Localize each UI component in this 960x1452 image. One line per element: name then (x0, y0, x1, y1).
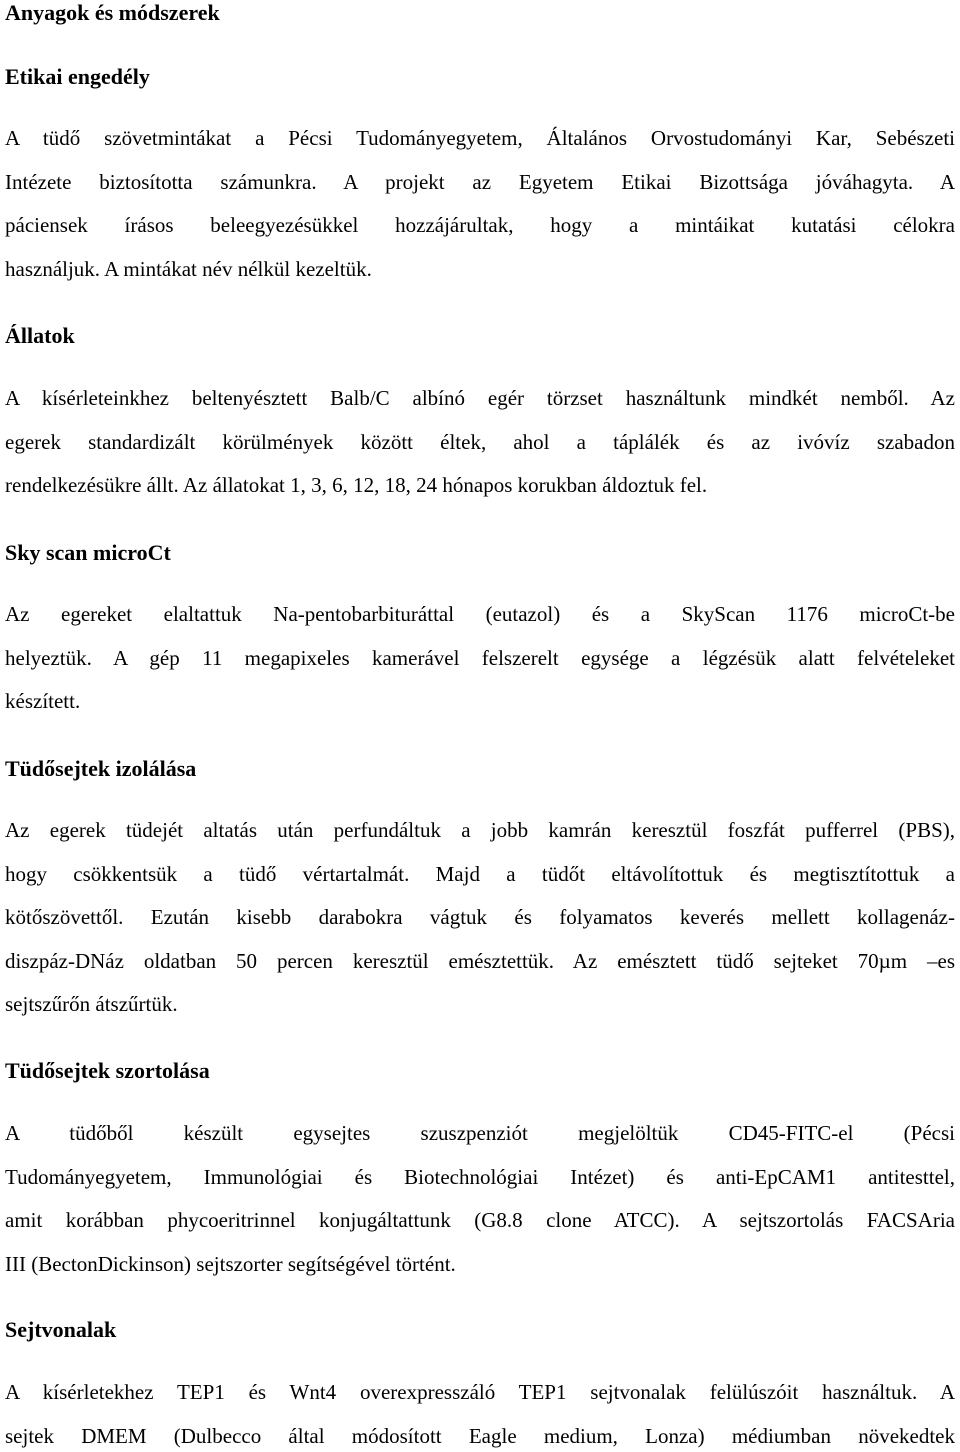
text-line: amit korábban phycoeritrinnel konjugáltattunk (G8.8 clone ATCC). A sejtszortolás FACSAria (5, 1208, 955, 1232)
text-line: egerek standardizált körülmények között éltek, ahol a táplálék és az ivóvíz szabadon (5, 429, 955, 454)
section-heading-lung-cell-isolation: Tüdősejtek izolálása (5, 756, 197, 781)
text-line: használjuk. A mintákat név nélkül kezeltük. (5, 256, 372, 281)
text-line: diszpáz-DNáz oldatban 50 percen keresztül emésztettük. Az emésztett tüdő sejteket 70µm –es (5, 948, 955, 973)
section-heading-ethics: Etikai engedély (5, 64, 150, 89)
paragraph-cell-lines (5, 1371, 955, 1452)
text-line: sejtszűrőn átszűrtük. (5, 992, 178, 1016)
text-line: A tüdőből készült egysejtes szuszpenziót megjelöltük CD45-FITC-el (Pécsi (5, 1121, 955, 1145)
text-line: sejtek DMEM (Dulbecco által módosított Eagle medium, Lonza) médiumban növekedtek (5, 1423, 955, 1448)
text-line: páciensek írásos beleegyezésükkel hozzájárultak, hogy a mintáikat kutatási célokra (5, 213, 955, 237)
text-line: hogy csökkentsük a tüdő vértartalmát. Majd a tüdőt eltávolítottuk és megtisztítottuk a (5, 861, 955, 886)
text-line: Az egereket elaltattuk Na-pentobarbituráttal (eutazol) és a SkyScan 1176 microCt-be (5, 602, 955, 626)
text-line: A kísérletekhez TEP1 és Wnt4 overexpresszáló TEP1 sejtvonalak felülúszóit használtuk. A (5, 1380, 955, 1404)
paragraph-lung-cell-isolation (5, 809, 955, 1027)
section-heading-cell-lines: Sejtvonalak (5, 1317, 117, 1342)
text-line: készített. (5, 689, 81, 713)
section-heading-animals: Állatok (5, 323, 75, 348)
paragraph-ethics (5, 117, 955, 291)
text-line: Tudományegyetem, Immunológiai és Biotechnológiai Intézet) és anti-EpCAM1 antitesttel, (5, 1164, 955, 1189)
text-line: III (BectonDickinson) sejtszorter segítségével történt. (5, 1251, 456, 1276)
text-line: A tüdő szövetmintákat a Pécsi Tudományegyetem, Általános Orvostudományi Kar, Sebészeti (5, 126, 955, 150)
text-line: Az egerek tüdejét altatás után perfundáltuk a jobb kamrán keresztül foszfát pufferrel (PBS), (5, 818, 955, 842)
text-line: Intézete biztosította számunkra. A projekt az Egyetem Etikai Bizottsága jóváhagyta. A (5, 169, 955, 194)
text-line: rendelkezésükre állt. Az állatokat 1, 3, 6, 12, 18, 24 hónapos korukban áldoztuk fel. (5, 473, 708, 497)
document-title: Anyagok és módszerek (5, 0, 220, 25)
section-heading-microct: Sky scan microCt (5, 540, 171, 565)
section-heading-lung-cell-sorting: Tüdősejtek szortolása (5, 1058, 210, 1083)
text-line: helyeztük. A gép 11 megapixeles kamerável felszerelt egysége a légzésük alatt felvételeket (5, 645, 955, 670)
text-line: kötőszövettől. Ezután kisebb darabokra vágtuk és folyamatos keverés mellett kollagenáz- (5, 905, 955, 929)
paragraph-animals (5, 377, 955, 508)
paragraph-microct (5, 593, 955, 724)
text-line: A kísérleteinkhez beltenyésztett Balb/C albínó egér törzset használtunk mindkét nemből. Az (5, 386, 955, 410)
paragraph-lung-cell-sorting (5, 1112, 955, 1286)
